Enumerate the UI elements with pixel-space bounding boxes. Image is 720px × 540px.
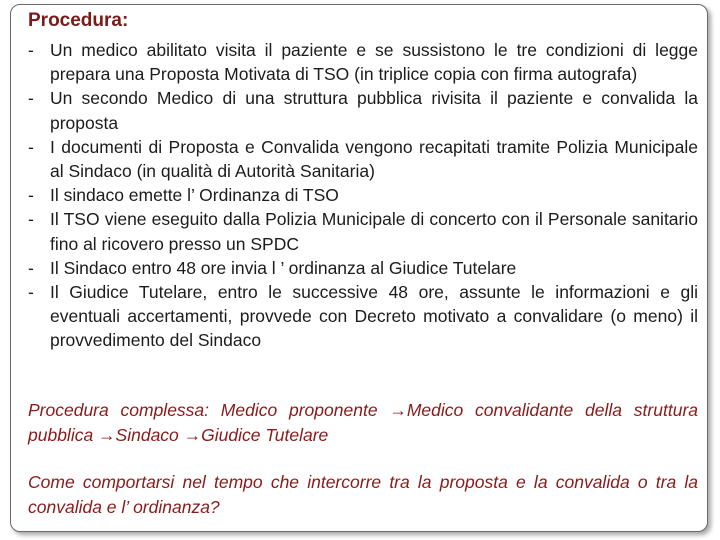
step-text: Il Sindaco entro 48 ore invia l ’ ordinanza al Giudice Tutelare	[50, 257, 517, 278]
procedura-complessa-note: Procedura complessa: Medico proponente →Medico convalidante della struttura pubblica →Sindaco →Giudice Tutelare	[28, 400, 698, 445]
list-item	[28, 86, 698, 134]
list-item	[28, 135, 698, 183]
dash-bullet: -	[28, 257, 34, 278]
list-item	[28, 256, 698, 280]
dash-bullet: -	[28, 88, 34, 109]
procedure-steps-list	[28, 38, 698, 353]
list-item	[28, 280, 698, 353]
list-item	[28, 207, 698, 255]
list-item	[28, 38, 698, 86]
list-item	[28, 183, 698, 207]
dash-bullet: -	[28, 40, 34, 60]
dash-bullet: -	[28, 209, 34, 230]
step-text: Un secondo Medico di una struttura pubblica rivisita il paziente e convalida la proposta	[50, 88, 698, 133]
question-text: Come comportarsi nel tempo che intercorre tra la proposta e la convalida o tra la convalida e l’ ordinanza?	[28, 472, 698, 517]
dash-bullet: -	[28, 185, 34, 206]
step-text: Il Giudice Tutelare, entro le successive 48 ore, assunte le informazioni e gli eventuali accertamenti, provvede con Decreto motivato a convalidare (o meno) il provvedimento del Sindaco	[50, 282, 698, 351]
step-text: I documenti di Proposta e Convalida vengono recapitati tramite Polizia Municipale al Sindaco (in qualità di Autorità Sanitaria)	[50, 136, 698, 182]
step-text: Un medico abilitato visita il paziente e se sussistono le tre condizioni di legge prepara una Proposta Motivata di TSO (in triplice copia con firma autografa)	[50, 40, 698, 85]
step-text: Il sindaco emette l’ Ordinanza di TSO	[50, 185, 339, 206]
step-text: Il TSO viene eseguito dalla Polizia Municipale di concerto con il Personale sanitario fino al ricovero presso un SPDC	[50, 209, 698, 254]
dash-bullet: -	[28, 282, 34, 303]
page-title: Procedura:	[28, 10, 129, 31]
dash-bullet: -	[28, 136, 34, 157]
